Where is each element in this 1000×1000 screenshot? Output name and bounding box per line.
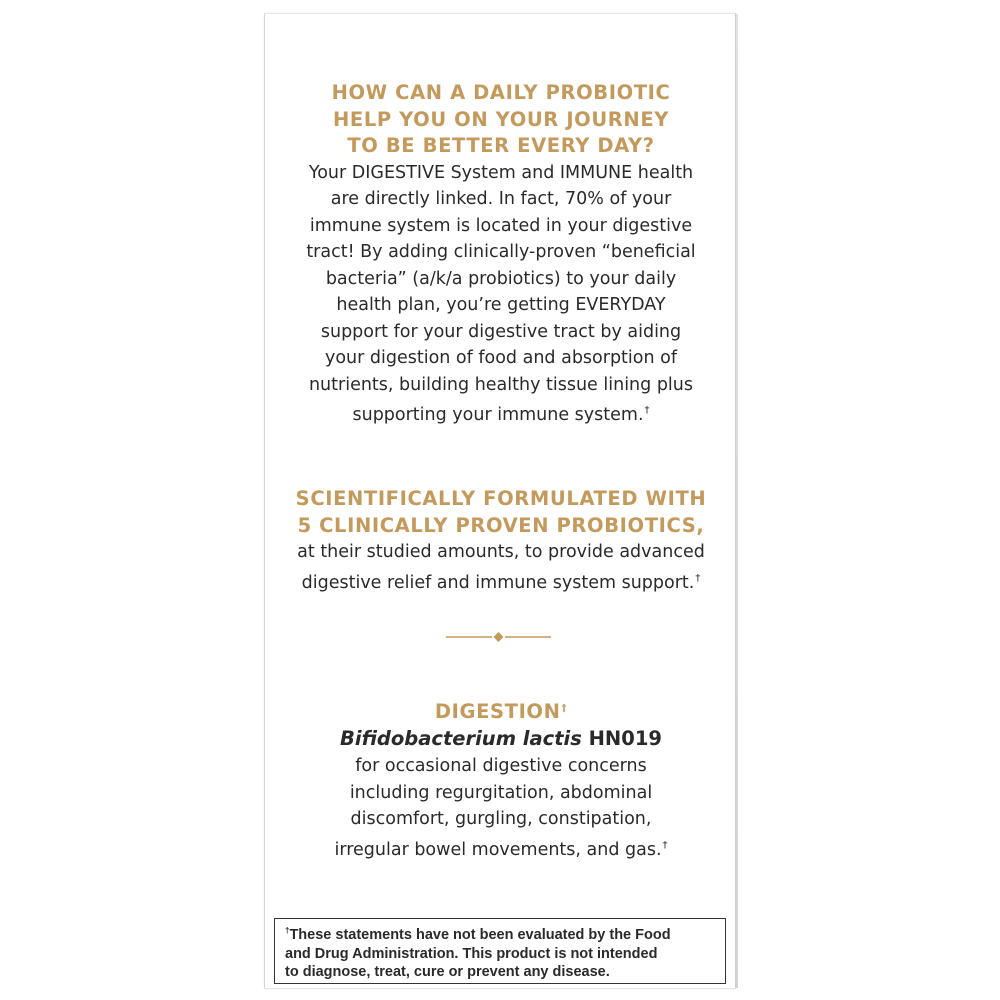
dagger-mark: † xyxy=(644,405,650,416)
strain-code: HN019 xyxy=(588,727,662,750)
body-line: at their studied amounts, to provide advanced xyxy=(297,542,705,562)
body-line-last xyxy=(265,566,737,597)
strain-line xyxy=(265,725,737,753)
heading-line xyxy=(265,696,737,725)
disclaimer-line: and Drug Administration. This product is not intended xyxy=(285,945,658,962)
body-line: bacteria” (a/k/a probiotics) to your daily xyxy=(325,268,677,289)
disclaimer-line xyxy=(285,922,719,945)
dagger-mark: † xyxy=(695,572,701,584)
body-line: for occasional digestive concerns xyxy=(355,756,647,776)
body-line: are directly linked. In fact, 70% of your xyxy=(330,189,672,209)
body-line: Your DIGESTIVE System and IMMUNE health xyxy=(308,162,694,183)
body-line: nutrients, building healthy tissue lining plus xyxy=(308,374,694,395)
heading-line: HOW CAN A DAILY PROBIOTIC xyxy=(331,81,671,104)
body-line: immune system is located in your digestive xyxy=(309,215,693,236)
section-heading xyxy=(265,696,737,725)
body-text: irregular bowel movements, and gas. xyxy=(334,839,662,860)
body-line-last xyxy=(265,833,737,864)
body-line: including regurgitation, abdominal xyxy=(349,782,653,803)
dagger-mark: † xyxy=(662,839,668,851)
body-line: health plan, you’re getting EVERYDAY xyxy=(336,295,666,315)
section-body xyxy=(265,539,737,596)
label-panel xyxy=(264,13,736,989)
body-line: discomfort, gurgling, constipation, xyxy=(350,809,652,829)
section-heading xyxy=(265,485,737,539)
body-line: your digestion of food and absorption of xyxy=(324,348,678,368)
heading-line: HELP YOU ON YOUR JOURNEY xyxy=(333,107,669,131)
dagger-mark: † xyxy=(561,703,568,714)
heading-line: 5 CLINICALLY PROVEN PROBIOTICS, xyxy=(297,514,705,537)
species-name: Bifidobacterium lactis xyxy=(340,727,582,750)
formulation-section xyxy=(265,485,737,596)
heading-text: DIGESTION xyxy=(434,700,561,723)
probiotic-strain-name xyxy=(265,725,737,753)
disclaimer-text: These statements have not been evaluated by the Food xyxy=(289,927,671,943)
section-body xyxy=(265,753,737,863)
body-line: tract! By adding clinically-proven “beneficial xyxy=(306,242,696,262)
body-line-last xyxy=(265,398,737,429)
fda-disclaimer-box xyxy=(274,918,726,984)
digestion-section xyxy=(265,696,737,863)
heading-line: TO BE BETTER EVERY DAY? xyxy=(347,134,655,157)
section-body xyxy=(265,160,737,429)
ornament-divider-icon xyxy=(446,630,551,644)
body-text: supporting your immune system. xyxy=(352,405,644,425)
section-heading xyxy=(265,80,737,160)
disclaimer-line: to diagnose, treat, cure or prevent any disease. xyxy=(285,964,610,980)
dagger-mark: † xyxy=(285,926,290,935)
body-text: digestive relief and immune system support. xyxy=(301,572,695,593)
probiotic-intro-section xyxy=(265,80,737,429)
body-line: support for your digestive tract by aiding xyxy=(320,321,682,342)
heading-line: SCIENTIFICALLY FORMULATED WITH xyxy=(295,487,707,510)
